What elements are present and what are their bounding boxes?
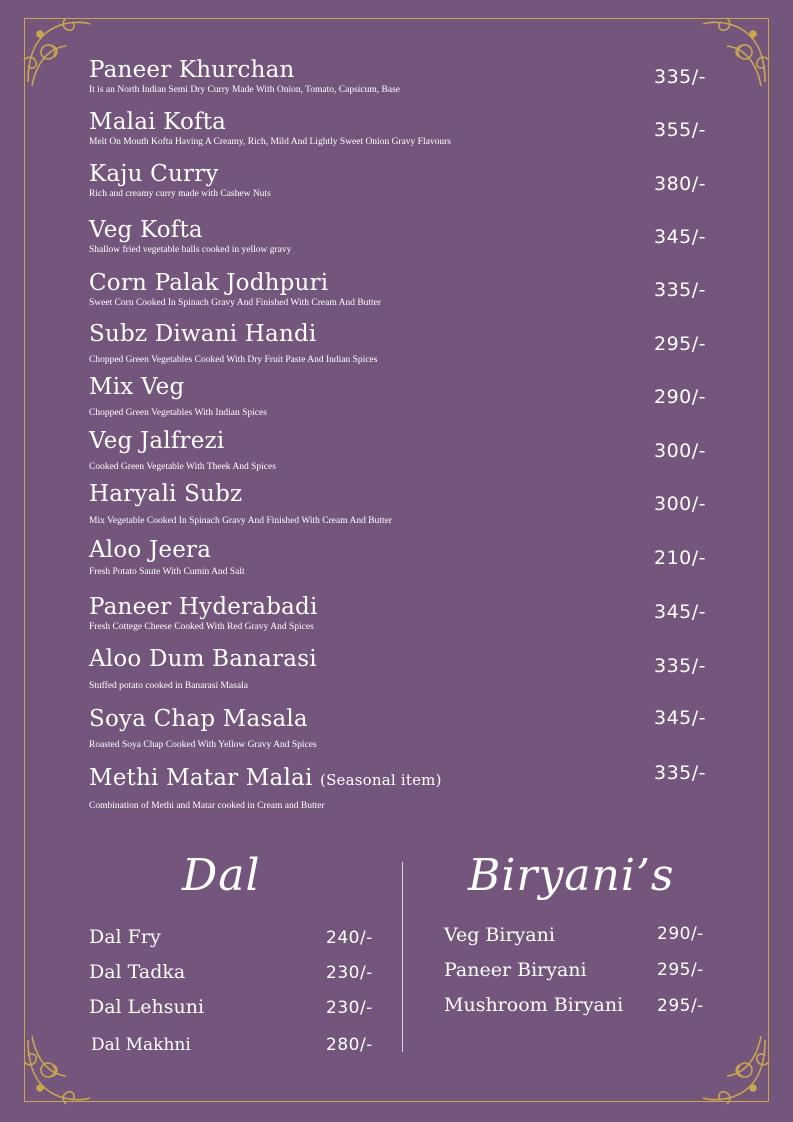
item-name: Mix Veg — [89, 374, 185, 400]
dal-item-name: Dal Makhni — [91, 1035, 191, 1055]
menu-item — [89, 320, 709, 366]
item-name: Veg Kofta — [89, 217, 203, 243]
menu-item — [89, 536, 709, 578]
item-price: 300/- — [654, 493, 707, 515]
menu-item — [89, 427, 709, 473]
item-description: Chopped Green Vegetables Cooked With Dry Fruit Paste And Indian Spices — [89, 355, 378, 365]
dal-item-price: 240/- — [326, 928, 373, 948]
item-name: Subz Diwani Handi — [89, 321, 317, 347]
item-description: Sweet Corn Cooked In Spinach Gravy And Finished With Cream And Butter — [89, 298, 382, 308]
item-name: Aloo Jeera — [89, 537, 212, 563]
item-description: Stuffed potato cooked in Banarasi Masala — [89, 681, 248, 691]
biryani-item-name: Mushroom Biryani — [444, 994, 624, 1016]
item-name: Malai Kofta — [89, 109, 227, 135]
menu-item — [89, 160, 709, 200]
item-price: 210/- — [654, 547, 707, 569]
item-price: 345/- — [654, 601, 707, 623]
menu-item — [89, 216, 709, 256]
item-price: 335/- — [654, 66, 707, 88]
item-description: Combination of Methi and Matar cooked in Cream and Butter — [89, 801, 325, 811]
item-name: Aloo Dum Banarasi — [89, 646, 317, 672]
item-name: Veg Jalfrezi — [89, 428, 225, 454]
dal-item-name: Dal Fry — [89, 926, 161, 948]
item-name: Corn Palak Jodhpuri — [89, 270, 329, 296]
section-divider — [402, 862, 403, 1052]
item-name: Paneer Hyderabadi — [89, 594, 318, 620]
item-price: 335/- — [654, 279, 707, 301]
menu-item — [89, 108, 709, 148]
item-description: Cooked Green Vegetable With Theek And Spices — [89, 462, 276, 472]
item-name: Kaju Curry — [89, 161, 219, 187]
item-description: Mix Vegetable Cooked In Spinach Gravy And Finished With Cream And Butter — [89, 516, 392, 526]
item-name: Soya Chap Masala — [89, 706, 308, 732]
item-price: 345/- — [654, 707, 707, 729]
biryani-item-name: Paneer Biryani — [444, 959, 587, 981]
menu-item — [89, 593, 709, 633]
item-price: 290/- — [654, 386, 707, 408]
menu-item — [89, 764, 709, 812]
menu-item — [89, 56, 709, 96]
biryani-item-price: 290/- — [657, 924, 704, 944]
dal-section-title: Dal — [182, 850, 261, 901]
item-name: Haryali Subz — [89, 481, 243, 507]
item-price: 295/- — [654, 333, 707, 355]
item-description: Fresh Potato Saute With Cumin And Salt — [89, 567, 245, 577]
item-name-text: Methi Matar Malai — [89, 765, 313, 791]
dal-item-name: Dal Lehsuni — [89, 996, 205, 1018]
item-description: It is an North Indian Semi Dry Curry Made With Onion, Tomato, Capsicum, Base — [89, 85, 401, 95]
item-name: Paneer Khurchan — [89, 57, 295, 83]
biryani-item-price: 295/- — [657, 960, 704, 980]
item-description: Shallow fried vegetable balls cooked in yellow gravy — [89, 245, 292, 255]
dal-item-price: 280/- — [326, 1035, 373, 1055]
menu-item — [89, 269, 709, 309]
dal-item-price: 230/- — [326, 963, 373, 983]
biryani-item-price: 295/- — [657, 996, 704, 1016]
item-price: 300/- — [654, 440, 707, 462]
item-description: Roasted Soya Chap Cooked With Yellow Gravy And Spices — [89, 740, 317, 750]
item-description: Rich and creamy curry made with Cashew Nuts — [89, 189, 271, 199]
menu-item — [89, 705, 709, 751]
item-description: Fresh Cottege Cheese Cooked With Red Gravy And Spices — [89, 622, 314, 632]
biryani-section-title: Biryani’s — [468, 850, 675, 901]
menu-item — [89, 480, 709, 527]
biryani-item-name: Veg Biryani — [444, 924, 555, 946]
seasonal-note: (Seasonal item) — [320, 771, 442, 789]
corner-ornament-bottom-left — [18, 1032, 96, 1110]
dal-item-name: Dal Tadka — [89, 961, 186, 983]
item-price: 335/- — [654, 762, 707, 784]
dal-item-price: 230/- — [326, 998, 373, 1018]
menu-item — [89, 373, 709, 419]
corner-ornament-top-left — [18, 12, 96, 90]
item-description: Melt On Mouth Kofta Having A Creamy, Rich, Mild And Lightly Sweet Onion Gravy Flavours — [89, 137, 451, 147]
item-description: Chopped Green Vegetables With Indian Spices — [89, 408, 267, 418]
item-name — [89, 764, 709, 794]
menu-item — [89, 645, 709, 692]
item-price: 335/- — [654, 655, 707, 677]
corner-ornament-bottom-right — [697, 1032, 775, 1110]
item-price: 380/- — [654, 173, 707, 195]
item-price: 355/- — [654, 119, 707, 141]
item-price: 345/- — [654, 226, 707, 248]
